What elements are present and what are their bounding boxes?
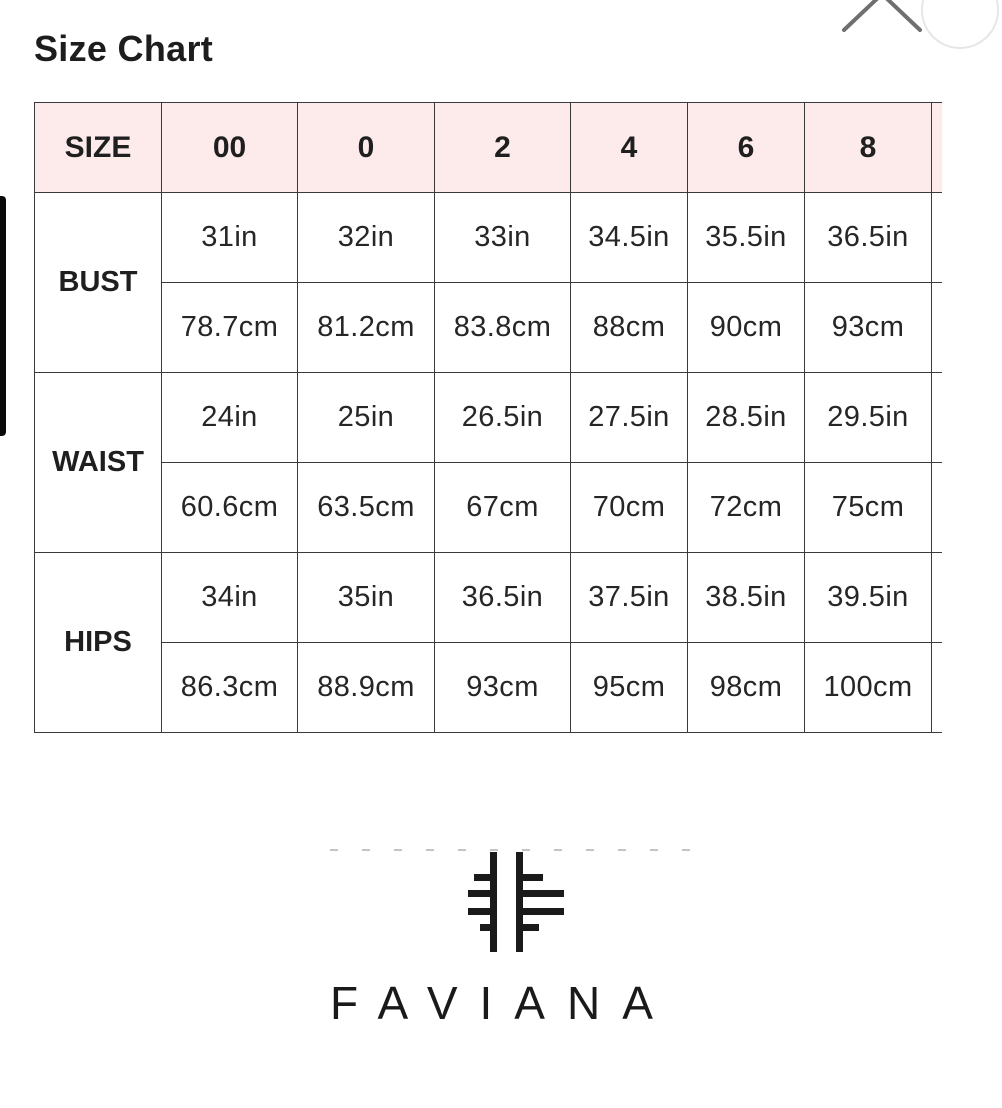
measurement-cell: 35in bbox=[298, 553, 435, 643]
size-column-header: 2 bbox=[435, 103, 571, 193]
table-header-row bbox=[35, 103, 943, 193]
measurement-cell: 34in bbox=[162, 553, 298, 643]
side-drawer-handle[interactable] bbox=[0, 196, 6, 436]
size-table bbox=[34, 102, 942, 733]
measurement-cell: 78.7cm bbox=[162, 283, 298, 373]
size-column-header: 4 bbox=[571, 103, 688, 193]
measurement-cell: 32in bbox=[298, 193, 435, 283]
table-overflow-cell bbox=[932, 373, 943, 463]
table-overflow-cell bbox=[932, 103, 943, 193]
measurement-label: HIPS bbox=[35, 553, 162, 733]
measurement-cell: 60.6cm bbox=[162, 463, 298, 553]
measurement-cell: 31in bbox=[162, 193, 298, 283]
size-header-label: SIZE bbox=[35, 103, 162, 193]
measurement-label: WAIST bbox=[35, 373, 162, 553]
table-row bbox=[35, 193, 943, 283]
measurement-cell: 93cm bbox=[435, 643, 571, 733]
measurement-cell: 88.9cm bbox=[298, 643, 435, 733]
table-row bbox=[35, 553, 943, 643]
measurement-cell: 33in bbox=[435, 193, 571, 283]
measurement-cell: 28.5in bbox=[688, 373, 805, 463]
table-overflow-cell bbox=[932, 553, 943, 643]
table-row bbox=[35, 373, 943, 463]
table-overflow-cell bbox=[932, 193, 943, 283]
table-row bbox=[35, 643, 943, 733]
table-row bbox=[35, 283, 943, 373]
faviana-monogram-icon bbox=[468, 852, 568, 952]
size-column-header: 6 bbox=[688, 103, 805, 193]
measurement-cell: 63.5cm bbox=[298, 463, 435, 553]
measurement-cell: 36.5in bbox=[435, 553, 571, 643]
measurement-cell: 27.5in bbox=[571, 373, 688, 463]
measurement-cell: 98cm bbox=[688, 643, 805, 733]
measurement-cell: 36.5in bbox=[805, 193, 932, 283]
measurement-cell: 35.5in bbox=[688, 193, 805, 283]
table-overflow-cell bbox=[932, 283, 943, 373]
measurement-cell: 34.5in bbox=[571, 193, 688, 283]
brand-name: FAVIANA bbox=[330, 977, 675, 1029]
page-title: Size Chart bbox=[34, 28, 214, 69]
measurement-cell: 37.5in bbox=[571, 553, 688, 643]
measurement-cell: 75cm bbox=[805, 463, 932, 553]
table-overflow-cell bbox=[932, 643, 943, 733]
logo-divider bbox=[330, 849, 708, 851]
measurement-cell: 29.5in bbox=[805, 373, 932, 463]
measurement-cell: 25in bbox=[298, 373, 435, 463]
measurement-cell: 88cm bbox=[571, 283, 688, 373]
measurement-cell: 67cm bbox=[435, 463, 571, 553]
measurement-cell: 83.8cm bbox=[435, 283, 571, 373]
close-icon bbox=[838, 0, 928, 34]
measurement-cell: 24in bbox=[162, 373, 298, 463]
measurement-cell: 72cm bbox=[688, 463, 805, 553]
scroll-indicator-circle bbox=[918, 0, 1002, 62]
size-column-header: 00 bbox=[162, 103, 298, 193]
measurement-cell: 100cm bbox=[805, 643, 932, 733]
size-table-container[interactable] bbox=[34, 102, 942, 736]
measurement-cell: 39.5in bbox=[805, 553, 932, 643]
measurement-cell: 70cm bbox=[571, 463, 688, 553]
table-row bbox=[35, 463, 943, 553]
measurement-cell: 90cm bbox=[688, 283, 805, 373]
close-button[interactable] bbox=[838, 0, 928, 34]
measurement-label: BUST bbox=[35, 193, 162, 373]
size-column-header: 8 bbox=[805, 103, 932, 193]
measurement-cell: 95cm bbox=[571, 643, 688, 733]
measurement-cell: 93cm bbox=[805, 283, 932, 373]
table-overflow-cell bbox=[932, 463, 943, 553]
measurement-cell: 81.2cm bbox=[298, 283, 435, 373]
measurement-cell: 38.5in bbox=[688, 553, 805, 643]
measurement-cell: 26.5in bbox=[435, 373, 571, 463]
measurement-cell: 86.3cm bbox=[162, 643, 298, 733]
size-column-header: 0 bbox=[298, 103, 435, 193]
